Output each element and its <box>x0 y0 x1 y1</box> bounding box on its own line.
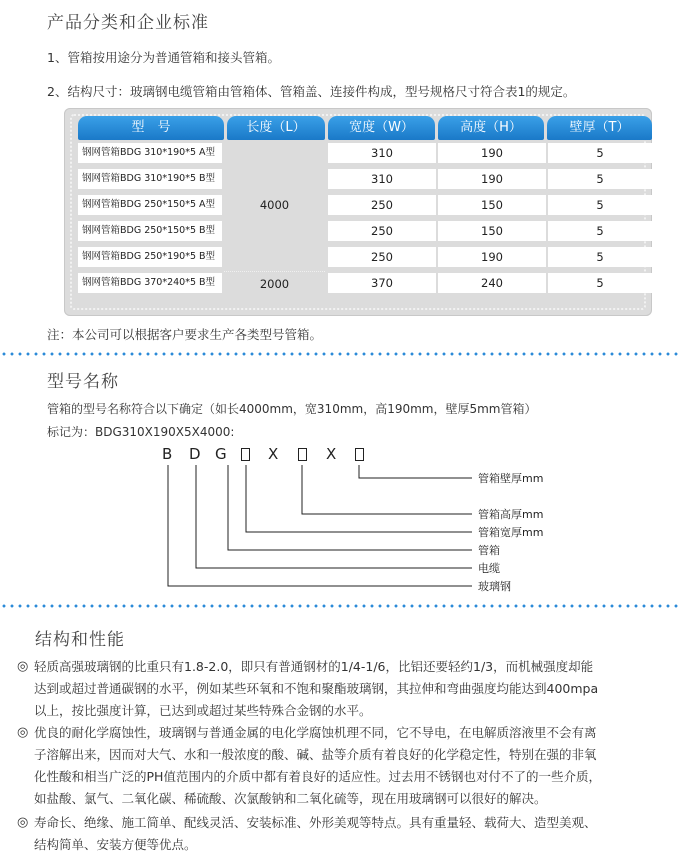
label-width: 管箱宽厚mm <box>478 526 544 539</box>
paragraph-line: 轻质高强玻璃钢的比重只有1.8-2.0，即只有普通钢材的1/4-1/6，比铝还要轻约1/3，而机械强度却能 <box>34 659 594 674</box>
cell-height: 150 <box>438 221 546 241</box>
table-row-model: 钢网管箱BDG 250*150*5 A型 <box>78 195 222 215</box>
dotted-divider <box>0 604 680 608</box>
label-height: 管箱高厚mm <box>478 508 544 521</box>
bullet-icon: ◎ <box>17 659 29 674</box>
header-height: 高度（H） <box>438 116 544 140</box>
structure-title: 结构和性能 <box>35 630 125 650</box>
table-row-model: 钢网管箱BDG 310*190*5 A型 <box>78 143 222 163</box>
cell-width: 370 <box>328 273 436 293</box>
model-title: 型号名称 <box>47 372 119 392</box>
table-row-model: 钢网管箱BDG 250*190*5 B型 <box>78 247 222 267</box>
header-length: 长度（L） <box>227 116 325 140</box>
paragraph-line: 寿命长、绝缘、施工简单、配线灵活、安装标准、外形美观等特点。具有重量轻、载荷大、造型美观、 <box>34 815 597 830</box>
bullet-icon: ◎ <box>17 725 29 740</box>
cell-thickness: 5 <box>548 195 652 215</box>
cell-width: 310 <box>328 143 436 163</box>
classification-title: 产品分类和企业标准 <box>47 13 209 33</box>
paragraph-line: 结构简单、安装方便等优点。 <box>34 837 197 852</box>
cell-height: 190 <box>438 143 546 163</box>
table-row-model: 钢网管箱BDG 310*190*5 B型 <box>78 169 222 189</box>
table-row-model: 钢网管箱BDG 250*150*5 B型 <box>78 221 222 241</box>
header-model: 型 号 <box>78 116 224 140</box>
cell-thickness: 5 <box>548 143 652 163</box>
intro-item-2: 2、结构尺寸：玻璃钢电缆管箱由管箱体、管箱盖、连接件构成，型号规格尺寸符合表1的规定。 <box>47 84 576 99</box>
cell-height: 240 <box>438 273 546 293</box>
code-letter-x: X <box>326 445 337 463</box>
cell-height: 190 <box>438 247 546 267</box>
code-letter-g: G <box>215 445 227 463</box>
cell-thickness: 5 <box>548 221 652 241</box>
code-letter-b: B <box>162 445 173 463</box>
header-thickness: 壁厚（T） <box>547 116 652 140</box>
cell-thickness: 5 <box>548 247 652 267</box>
cell-width: 250 <box>328 221 436 241</box>
paragraph-line: 优良的耐化学腐蚀性，玻璃钢与普通金属的电化学腐蚀机理不同，它不导电，在电解质溶液里不会有离 <box>34 725 597 740</box>
intro-item-1: 1、管箱按用途分为普通管箱和接头管箱。 <box>47 50 280 65</box>
paragraph-line: 子溶解出来，因而对大气、水和一般浓度的酸、碱、盐等介质有着良好的化学稳定性，特别在强的非氧 <box>34 747 597 762</box>
label-box: 管箱 <box>478 544 500 557</box>
paragraph-line: 如盐酸、氯气、二氧化碳、稀硫酸、次氯酸钠和二氧化硫等，现在用玻璃钢可以很好的解决。 <box>34 791 547 806</box>
performance-paragraph-1 <box>34 656 660 722</box>
naming-example: 标记为：BDG310X190X5X4000: <box>47 425 235 439</box>
cell-height: 190 <box>438 169 546 189</box>
table-note: 注：本公司可以根据客户要求生产各类型号管箱。 <box>47 327 323 342</box>
paragraph-line: 以上，按比强度计算，已达到或超过某些特殊合金钢的水平。 <box>34 703 372 718</box>
cell-height: 150 <box>438 195 546 215</box>
cell-width: 310 <box>328 169 436 189</box>
header-width: 宽度（W） <box>328 116 435 140</box>
label-thickness: 管箱壁厚mm <box>478 472 544 485</box>
cell-width: 250 <box>328 195 436 215</box>
performance-paragraph-3 <box>34 812 660 856</box>
length-cell-4000: 4000 <box>224 143 325 267</box>
code-letter-d: D <box>189 445 201 463</box>
label-frp: 玻璃钢 <box>478 580 511 593</box>
performance-paragraph-2 <box>34 722 660 810</box>
label-cable: 电缆 <box>478 562 500 575</box>
table-row-model: 钢网管箱BDG 370*240*5 B型 <box>78 273 222 293</box>
cell-width: 250 <box>328 247 436 267</box>
cell-thickness: 5 <box>548 169 652 189</box>
bullet-icon: ◎ <box>17 815 29 830</box>
cell-thickness: 5 <box>548 273 652 293</box>
length-cell-2000: 2000 <box>224 271 325 296</box>
naming-desc: 管箱的型号名称符合以下确定（如长4000mm，宽310mm，高190mm，壁厚5mm管箱） <box>47 402 537 416</box>
paragraph-line: 化性酸和相当广泛的PH值范围内的介质中都有着良好的适应性。过去用不锈钢也对付不了的一些介质， <box>34 769 601 784</box>
paragraph-line: 达到或超过普通碳钢的水平，例如某些环氧和不饱和聚酯玻璃钢，其拉伸和弯曲强度均能达到400mpa <box>34 681 599 696</box>
code-letter-x: X <box>268 445 279 463</box>
